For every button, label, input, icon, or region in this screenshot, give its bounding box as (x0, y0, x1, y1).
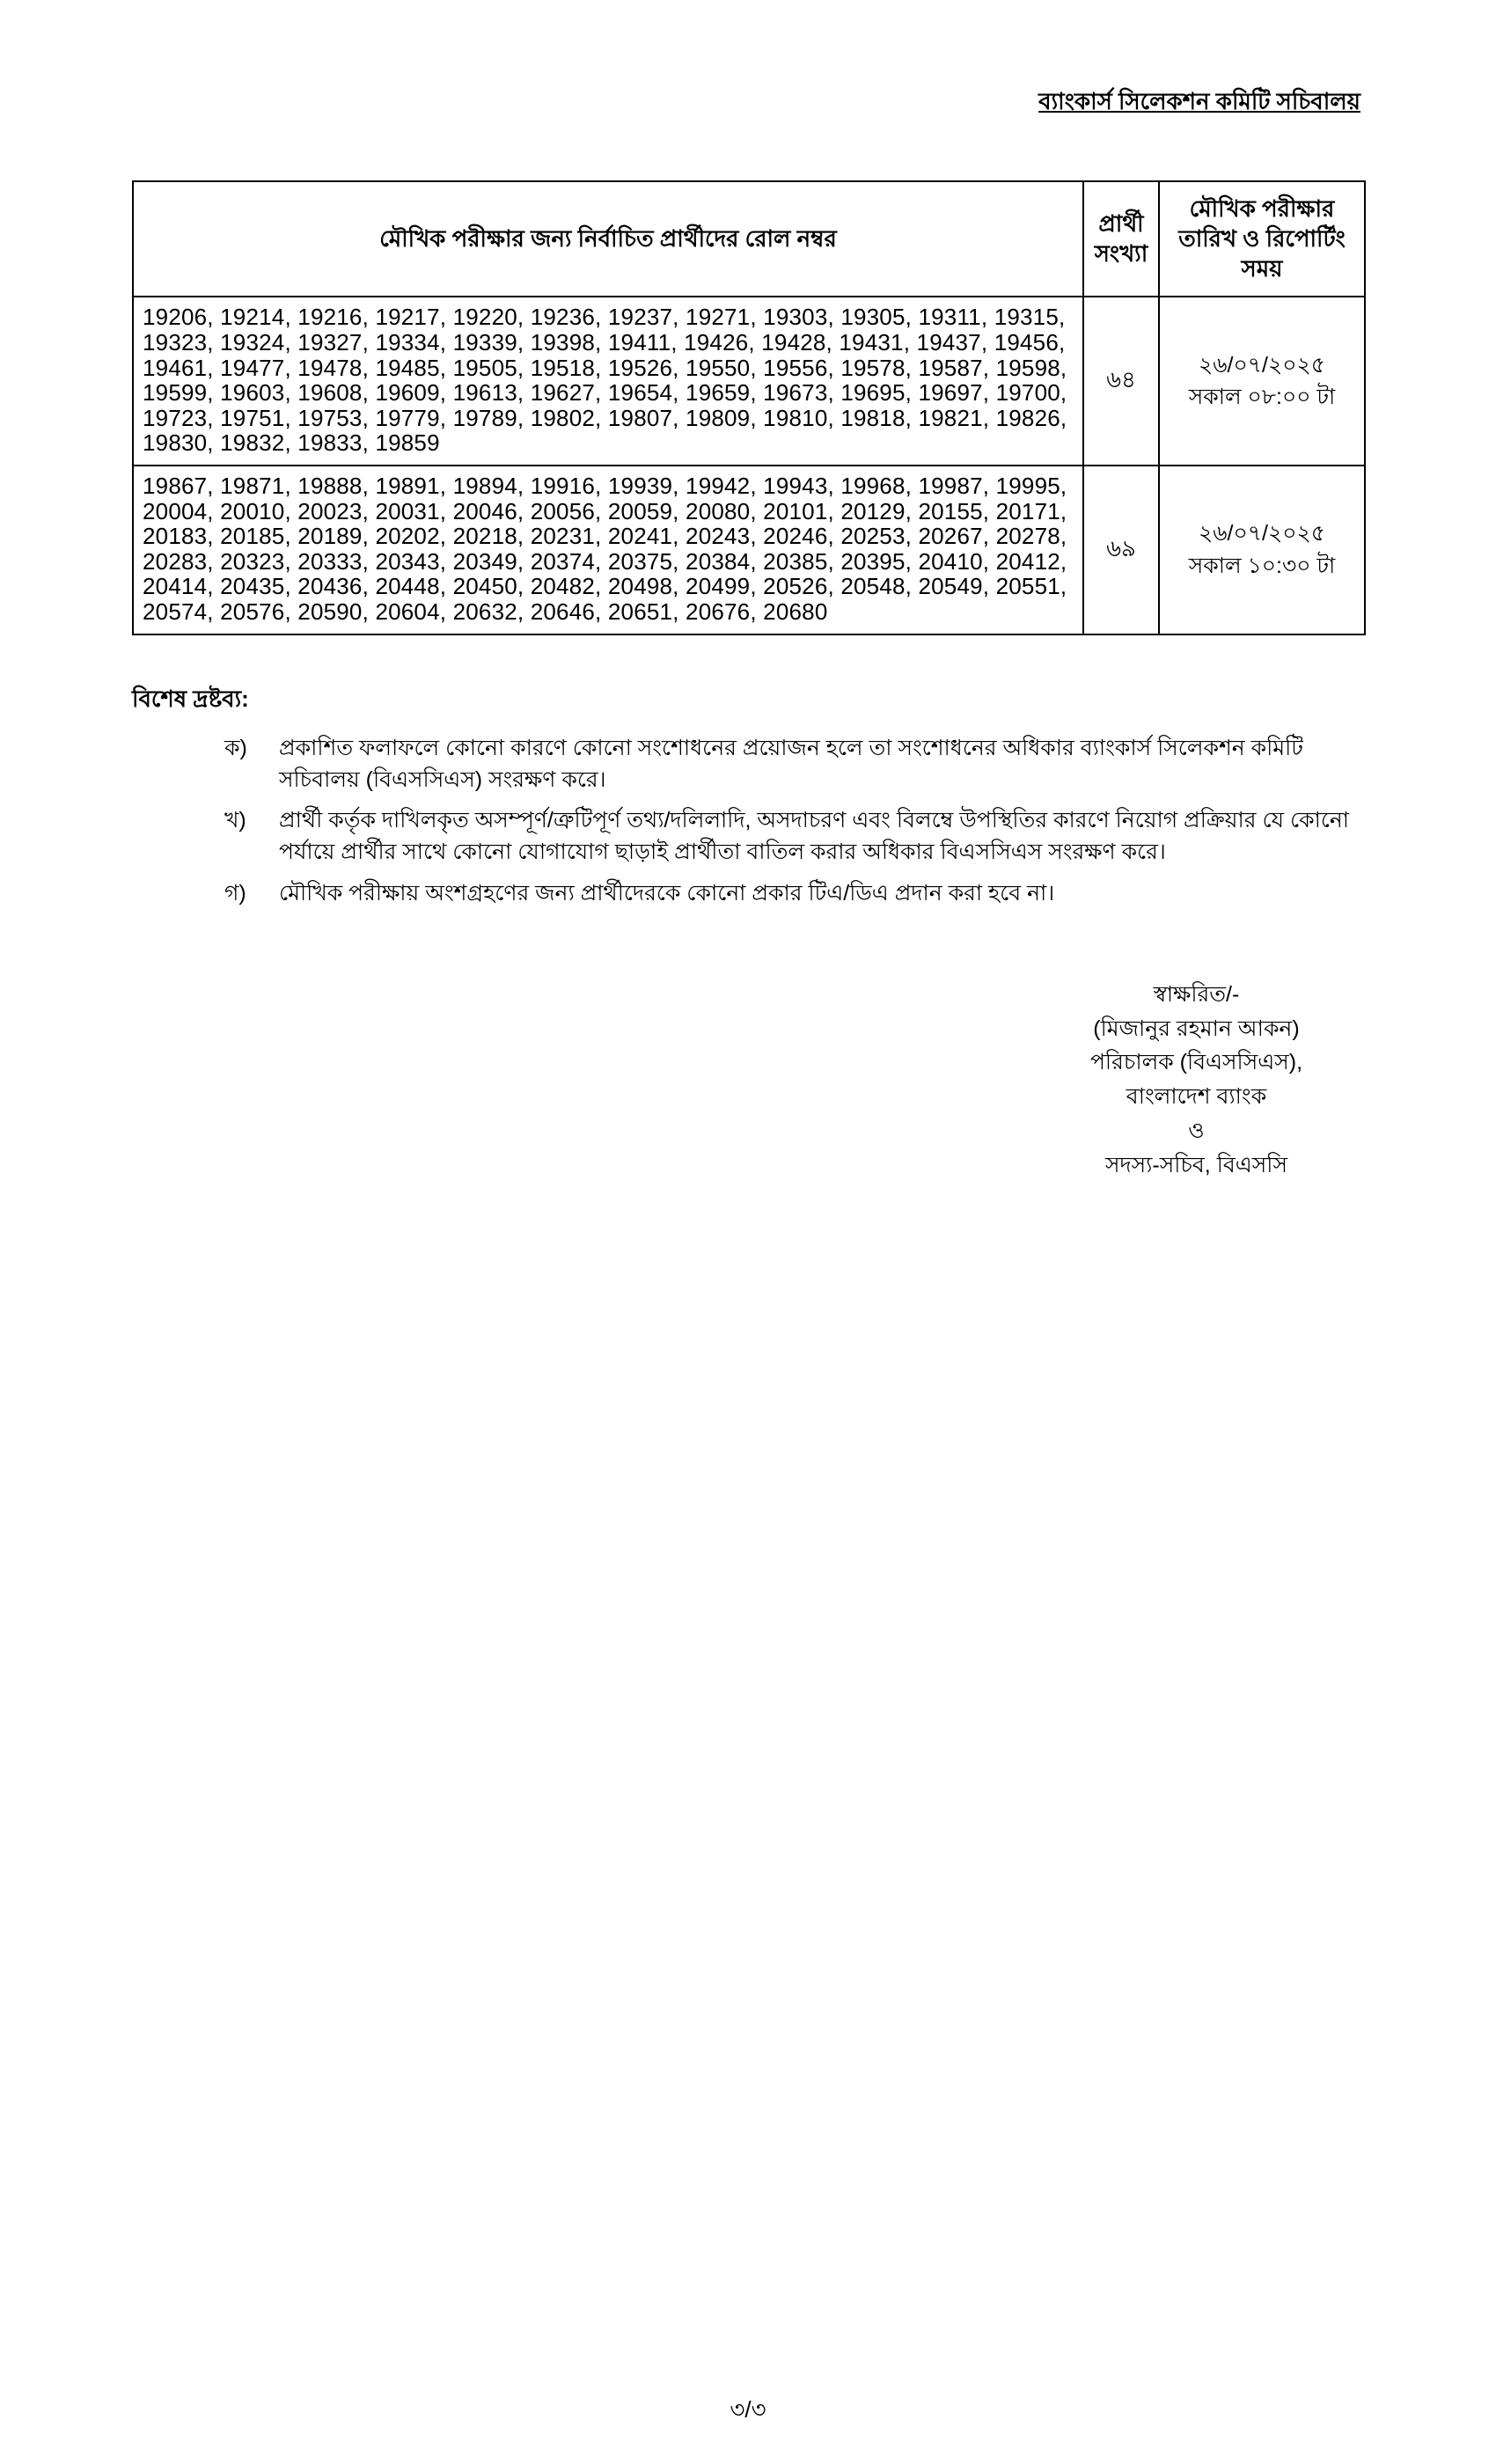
signature-block (1045, 978, 1348, 1183)
signatory-secondary-title: সদস্য-সচিব, বিএসসি (1105, 1152, 1287, 1177)
note-item-kha (224, 804, 1364, 869)
special-notes-section (132, 681, 1364, 909)
note-item-ka (224, 732, 1364, 796)
exam-schedule-group-2 (1159, 466, 1365, 634)
column-header-exam-schedule: মৌখিক পরীক্ষার তারিখ ও রিপোর্টিং সময় (1159, 181, 1365, 297)
note-item-ga (224, 877, 1364, 909)
roll-numbers-group-1: 19206, 19214, 19216, 19217, 19220, 19236, 19237, 19271, 19303, 19305, 19311, 19315, 19323, 19324, 19327, 19334, 19339, 19398, 19411, 19426, 19428, 19431, 19437, 19456, 19461, 19477, 19478, 19485, 19505, 19518, 19526, 19550, 19556, 19578, 19587, 19598, 19599, 19603, 19608, 19609, 19613, 19627, 19654, 19659, 19673, 19695, 19697, 19700, 19723, 19751, 19753, 19779, 19789, 19802, 19807, 19809, 19810, 19818, 19821, 19826, 19830, 19832, 19833, 19859 (133, 297, 1083, 466)
exam-schedule-group-1 (1159, 297, 1365, 466)
note-text: প্রার্থী কর্তৃক দাখিলকৃত অসম্পূর্ণ/ত্রুটিপূর্ণ তথ্য/দলিলাদি, অসদাচরণ এবং বিলম্বে উপস্থিতির কারণে নিয়োগ প্রক্রিয়ার যে কোনো পর্যায়ে প্রার্থীর সাথে কোনো যোগাযোগ ছাড়াই প্রার্থীতা বাতিল করার অধিকার বিএসসিএস সংরক্ষণ করে। (279, 808, 1350, 865)
note-text: প্রকাশিত ফলাফলে কোনো কারণে কোনো সংশোধনের প্রয়োজন হলে তা সংশোধনের অধিকার ব্যাংকার্স সিলেকশন কমিটি সচিবালয় (বিএসসিএস) সংরক্ষণ করে। (279, 735, 1303, 792)
signatory-org: বাংলাদেশ ব্যাংক (1126, 1084, 1267, 1110)
exam-date-group-2: ২৬/০৭/২০২৫ (1199, 521, 1325, 546)
signed-marker: স্বাক্ষরিত/- (1153, 981, 1240, 1007)
note-label: গ) (224, 880, 246, 906)
note-label: ক) (224, 735, 247, 760)
signatory-name: (মিজানুর রহমান আকন) (1093, 1016, 1300, 1041)
column-header-roll-numbers: মৌখিক পরীক্ষার জন্য নির্বাচিত প্রার্থীদের রোল নম্বর (133, 181, 1083, 297)
roll-numbers-group-2: 19867, 19871, 19888, 19891, 19894, 19916, 19939, 19942, 19943, 19968, 19987, 19995, 20004, 20010, 20023, 20031, 20046, 20056, 20059, 20080, 20101, 20129, 20155, 20171, 20183, 20185, 20189, 20202, 20218, 20231, 20241, 20243, 20246, 20253, 20267, 20278, 20283, 20323, 20333, 20343, 20349, 20374, 20375, 20384, 20385, 20395, 20410, 20412, 20414, 20435, 20436, 20448, 20450, 20482, 20498, 20499, 20526, 20548, 20549, 20551, 20574, 20576, 20590, 20604, 20632, 20646, 20651, 20676, 20680 (133, 466, 1083, 634)
table-header-row (133, 181, 1365, 297)
org-header-title: ব্যাংকার্স সিলেকশন কমিটি সচিবালয় (1038, 88, 1360, 114)
reporting-time-group-1: সকাল ০৮:০০ টা (1188, 385, 1336, 410)
signatory-title: পরিচালক (বিএসসিএস), (1089, 1050, 1303, 1075)
page-number: ৩/৩ (730, 2396, 766, 2423)
candidate-count-group-1: ৬৪ (1083, 297, 1159, 466)
note-label: খ) (224, 808, 246, 833)
exam-date-group-1: ২৬/০৭/২০২৫ (1199, 352, 1325, 378)
table-row (133, 466, 1365, 634)
column-header-candidate-count: প্রার্থী সংখ্যা (1083, 181, 1159, 297)
candidate-count-group-2: ৬৯ (1083, 466, 1159, 634)
notes-title: বিশেষ দ্রষ্টব্য: (132, 685, 249, 712)
table-row (133, 297, 1365, 466)
note-text: মৌখিক পরীক্ষায় অংশগ্রহণের জন্য প্রার্থীদেরকে কোনো প্রকার টিএ/ডিএ প্রদান করা হবে না। (279, 880, 1055, 906)
viva-schedule-table (132, 180, 1366, 635)
reporting-time-group-2: সকাল ১০:৩০ টা (1188, 553, 1336, 578)
signature-conjunction: ও (1188, 1118, 1205, 1143)
